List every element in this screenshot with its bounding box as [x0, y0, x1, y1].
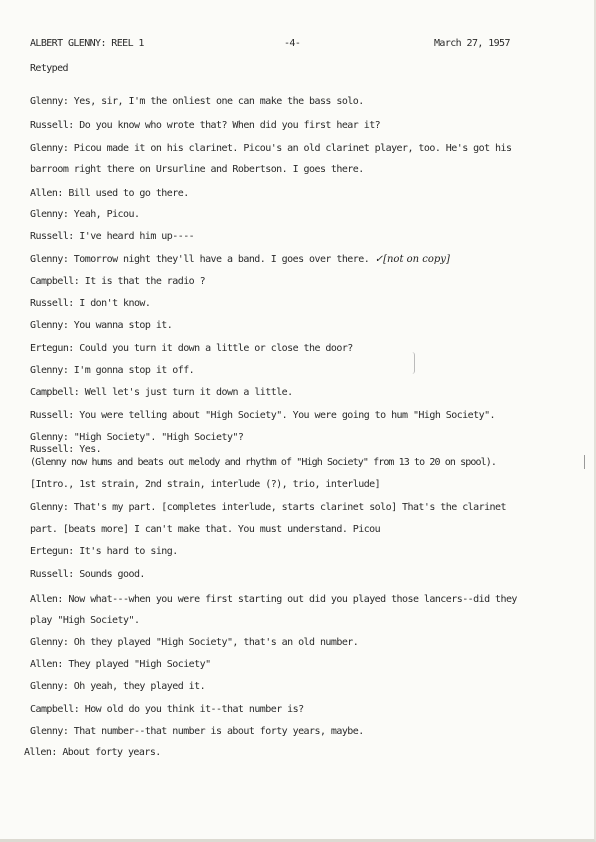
utterance: I don't know.	[79, 298, 151, 309]
transcript-line	[30, 387, 293, 399]
transcript-line	[30, 479, 380, 491]
not-on-copy-note: [not on copy]	[383, 254, 450, 265]
utterance: Do you know who wrote that? When did you first hear it?	[79, 120, 381, 131]
utterance: That's my part. [completes interlude, starts clarinet solo] That's the clarinet	[73, 502, 506, 513]
transcript-line	[30, 704, 304, 716]
speaker: Glenny:	[30, 502, 69, 513]
transcript-line	[30, 637, 358, 649]
speaker: Glenny:	[30, 209, 69, 220]
speaker: Allen:	[30, 659, 63, 670]
speaker: Allen:	[30, 188, 63, 199]
transcript-line	[30, 231, 194, 243]
speaker: Russell:	[30, 231, 74, 242]
transcript-line	[30, 209, 139, 221]
transcript-line	[30, 320, 172, 332]
utterance: Tomorrow night they'll have a band. I goes over there.	[73, 254, 370, 265]
transcript-line	[30, 343, 353, 355]
transcript-line	[30, 546, 178, 558]
transcript-line	[30, 298, 150, 310]
utterance: That number--that number is about forty years, maybe.	[73, 726, 364, 737]
transcript-line	[30, 681, 205, 693]
transcript-line	[30, 524, 380, 536]
utterance: Yes, sir, I'm the onliest one can make the bass solo.	[73, 96, 364, 107]
speaker: Glenny:	[30, 320, 69, 331]
utterance: Picou made it on his clarinet. Picou's an old clarinet player, too. He's got his	[73, 143, 512, 154]
utterance: Yeah, Picou.	[73, 209, 140, 220]
utterance: It is that the radio ?	[84, 276, 206, 287]
utterance: play "High Society".	[30, 615, 140, 626]
transcript-line	[30, 143, 511, 155]
speaker: Glenny:	[30, 143, 69, 154]
transcript-line	[30, 502, 506, 514]
speaker: Campbell:	[30, 276, 80, 287]
speaker: Campbell:	[30, 704, 80, 715]
bracketed-note: [Intro., 1st strain, 2nd strain, interlude (?), trio, interlude]	[30, 479, 381, 490]
speaker: Glenny:	[30, 681, 69, 692]
check-mark: ✓	[374, 254, 384, 265]
transcript-line	[30, 164, 364, 176]
margin-mark	[582, 455, 585, 469]
speaker: Russell:	[30, 298, 74, 309]
utterance: barroom right there on Ursurline and Robertson. I goes there.	[30, 164, 364, 175]
transcript-line	[30, 569, 145, 581]
utterance: Now what---when you were first starting out did you played those lancers--did they	[68, 594, 517, 605]
speaker: Ertegun:	[30, 343, 74, 354]
utterance: Oh they played "High Society", that's an old number.	[73, 637, 359, 648]
speaker: Russell:	[30, 120, 74, 131]
utterance: About forty years.	[62, 747, 161, 758]
transcript-line	[30, 365, 194, 377]
utterance: Sounds good.	[79, 569, 145, 580]
header-left: ALBERT GLENNY: REEL 1	[30, 38, 144, 49]
speaker: Russell:	[30, 410, 74, 421]
pencil-mark	[412, 352, 415, 374]
transcript-line	[30, 120, 380, 132]
transcript-line	[30, 444, 101, 456]
speaker: Allen:	[24, 747, 57, 758]
transcript-line	[30, 96, 364, 108]
transcript-line	[30, 432, 243, 444]
speaker: Glenny:	[30, 254, 69, 265]
speaker: Russell:	[30, 569, 74, 580]
utterance: Well let's just turn it down a little.	[84, 387, 293, 398]
speaker: Glenny:	[30, 96, 69, 107]
transcript-line	[30, 594, 517, 606]
utterance: I've heard him up----	[79, 231, 195, 242]
speaker: Ertegun:	[30, 546, 74, 557]
header-date: March 27, 1957	[434, 38, 510, 49]
utterance: Bill used to go there.	[68, 188, 189, 199]
transcript-line	[24, 747, 161, 759]
transcript-line	[30, 410, 495, 422]
retyped-note: Retyped	[30, 63, 68, 74]
utterance: I'm gonna stop it off.	[73, 365, 195, 376]
utterance: Oh yeah, they played it.	[73, 681, 206, 692]
transcript-line	[30, 457, 496, 469]
speaker: Allen:	[30, 594, 63, 605]
speaker: Glenny:	[30, 726, 69, 737]
utterance: Could you turn it down a little or close the door?	[79, 343, 353, 354]
utterance: You wanna stop it.	[73, 320, 173, 331]
transcript-line	[30, 615, 139, 627]
transcript-line	[30, 188, 189, 200]
utterance: part. [beats more] I can't make that. You must understand. Picou	[30, 524, 381, 535]
utterance: It's hard to sing.	[79, 546, 178, 557]
utterance: How old do you think it--that number is?	[84, 704, 304, 715]
speaker: Russell:	[30, 444, 74, 455]
transcript-line	[30, 659, 211, 671]
transcript-line	[30, 276, 205, 288]
utterance: They played "High Society"	[68, 659, 211, 670]
utterance: "High Society". "High Society"?	[73, 432, 244, 443]
utterance: Yes.	[79, 444, 102, 455]
utterance: You were telling about "High Society". You were going to hum "High Society".	[79, 410, 496, 421]
speaker: Glenny:	[30, 365, 69, 376]
stage-direction: (Glenny now hums and beats out melody and rhythm of "High Society" from 13 to 20 on spool).	[30, 457, 496, 468]
transcript-line	[30, 726, 364, 738]
speaker: Glenny:	[30, 637, 69, 648]
transcript-line	[30, 254, 450, 266]
speaker: Campbell:	[30, 387, 80, 398]
page-number: -4-	[284, 38, 301, 49]
speaker: Glenny:	[30, 432, 69, 443]
